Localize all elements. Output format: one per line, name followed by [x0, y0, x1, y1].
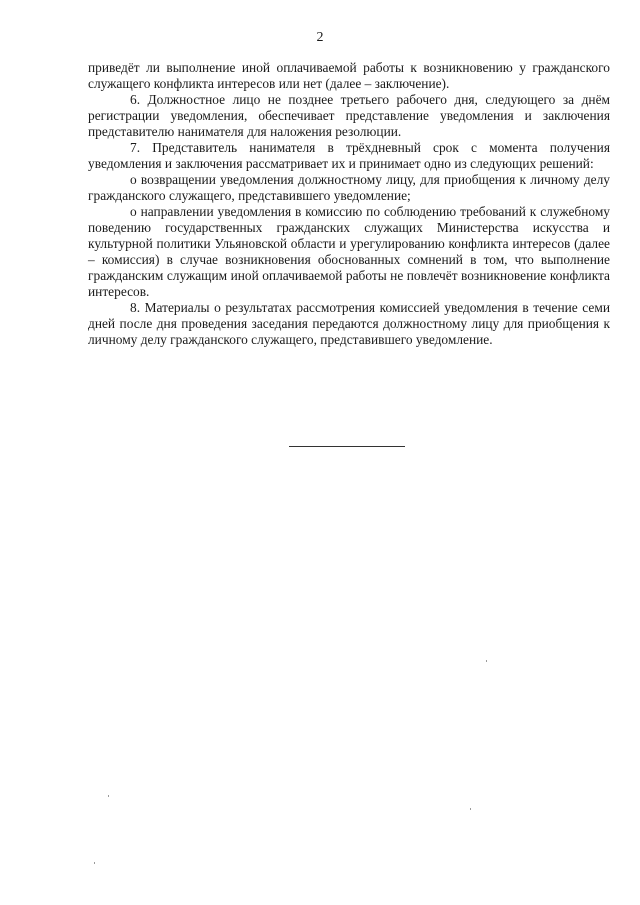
document-body: [88, 60, 610, 348]
paragraph-item-6: 6. Должностное лицо не позднее третьего рабочего дня, следующего за днём регистрации уведомления, обеспечивает представление уведомления и заключения представителю нанимателя для наложения резолюции.: [88, 92, 610, 139]
scan-speck: [486, 660, 487, 662]
paragraph-continuation: приведёт ли выполнение иной оплачиваемой работы к возникновению у гражданского служащего конфликта интересов или нет (далее – заключение).: [88, 60, 610, 91]
decision-option-commission: о направлении уведомления в комиссию по соблюдению требований к служебному поведению государственных гражданских служащих Министерства искусства и культурной политики Ульяновской области и урегулированию конфликта интересов (далее – комиссия) в случае возникновения обоснованных сомнений в том, что выполнение гражданским служащим иной оплачиваемой работы не повлечёт возникновение конфликта интересов.: [88, 204, 610, 299]
paragraph-item-8: 8. Материалы о результатах рассмотрения комиссией уведомления в течение семи дней после дня проведения заседания передаются должностному лицу для приобщения к личному делу гражданского служащего, представившего уведомление.: [88, 300, 610, 347]
decision-option-return: о возвращении уведомления должностному лицу, для приобщения к личному делу гражданского служащего, представившего уведомление;: [88, 172, 610, 203]
scan-speck: [94, 862, 95, 864]
end-of-text-rule: [289, 446, 405, 447]
scan-speck: [470, 808, 471, 810]
paragraph-item-7: 7. Представитель нанимателя в трёхдневный срок с момента получения уведомления и заключения рассматривает их и принимает одно из следующих решений:: [88, 140, 610, 171]
scan-speck: [108, 795, 109, 797]
page-number: 2: [316, 30, 324, 45]
